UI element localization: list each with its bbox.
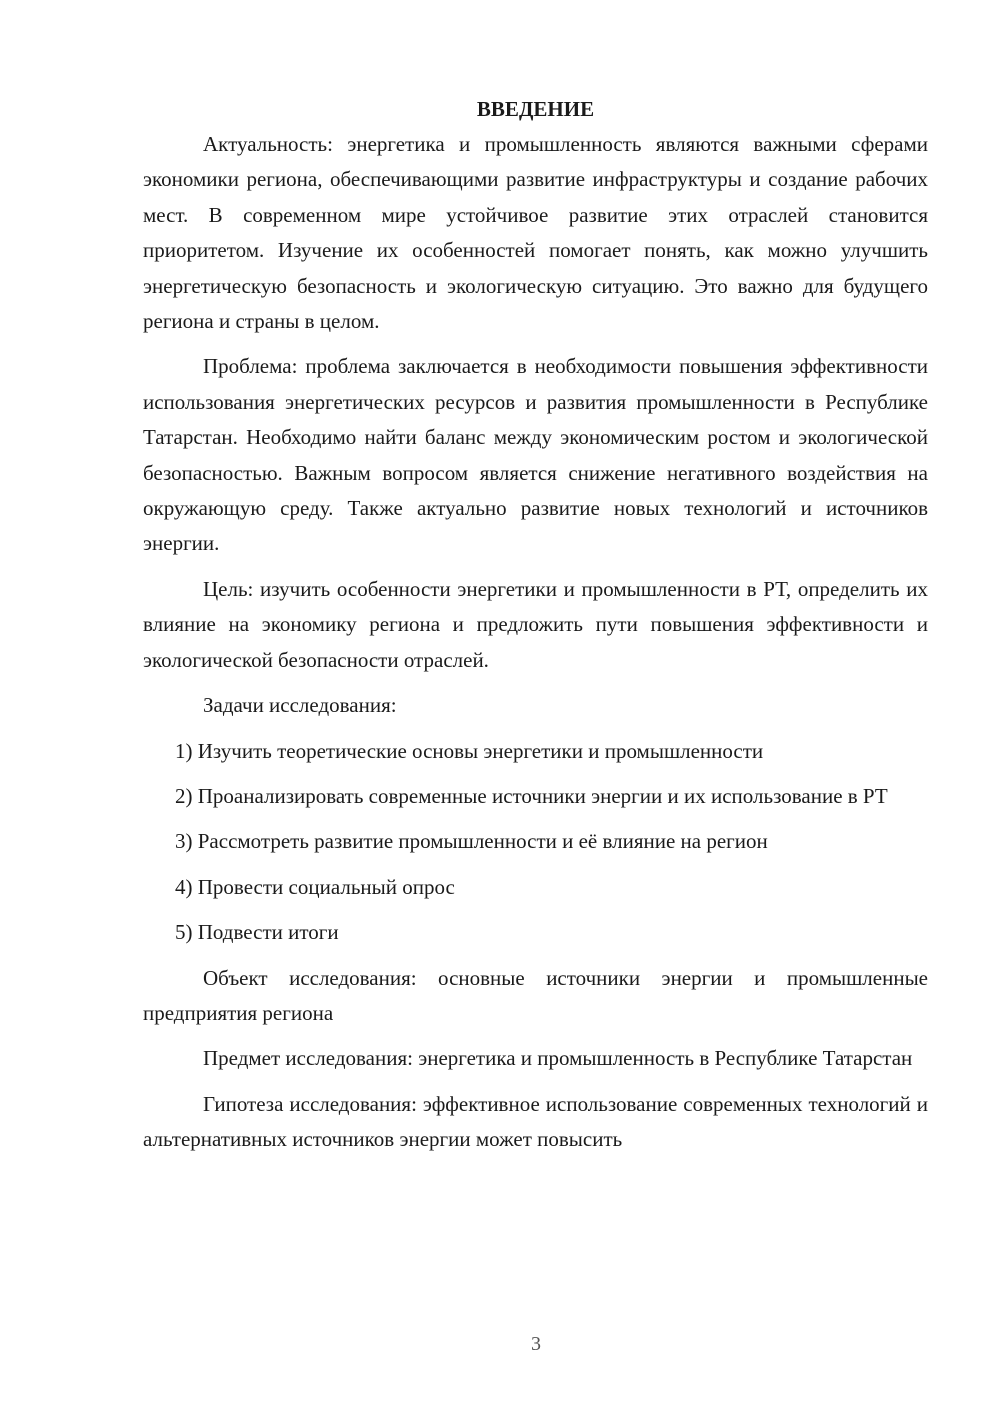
task-item-1: 1) Изучить теоретические основы энергетики и промышленности <box>175 738 764 763</box>
paragraph-tasks-heading: Задачи исследования: <box>203 693 397 718</box>
page-number: 3 <box>531 1333 541 1355</box>
task-item-3: 3) Рассмотреть развитие промышленности и её влияние на регион <box>175 829 768 854</box>
paragraph-hypothesis: Гипотеза исследования: эффективное использование современных технологий и альтернативных источников энергии может повысить <box>143 1091 928 1152</box>
document-page <box>143 92 928 1158</box>
page-title: ВВЕДЕНИЕ <box>476 97 595 121</box>
task-item-2: 2) Проанализировать современные источники энергии и их использование в РТ <box>175 783 888 808</box>
paragraph-subject: Предмет исследования: энергетика и промышленность в Республике Татарстан <box>203 1046 913 1071</box>
paragraph-goal: Цель: изучить особенности энергетики и промышленности в РТ, определить их влияние на экономику региона и предложить пути повышения эффективности и экологической безопасности отраслей. <box>143 576 928 672</box>
paragraph-relevance: Актуальность: энергетика и промышленность являются важными сферами экономики региона, обеспечивающими развитие инфраструктуры и создание рабочих мест. В современном мире устойчивое развитие этих отраслей становится приоритетом. Изучение их особенностей помогает понять, как можно улучшить энергетическую безопасность и экологическую ситуацию. Это важно для будущего региона и страны в целом. <box>143 132 928 334</box>
paragraph-problem: Проблема: проблема заключается в необходимости повышения эффективности использования энергетических ресурсов и развития промышленности в Республике Татарстан. Необходимо найти баланс между экономическим ростом и экологической безопасностью. Важным вопросом является снижение негативного воздействия на окружающую среду. Также актуально развитие новых технологий и источников энергии. <box>143 354 928 556</box>
paragraph-object: Объект исследования: основные источники энергии и промышленные предприятия региона <box>143 965 928 1025</box>
task-item-4: 4) Провести социальный опрос <box>175 874 455 899</box>
task-item-5: 5) Подвести итоги <box>175 920 339 945</box>
